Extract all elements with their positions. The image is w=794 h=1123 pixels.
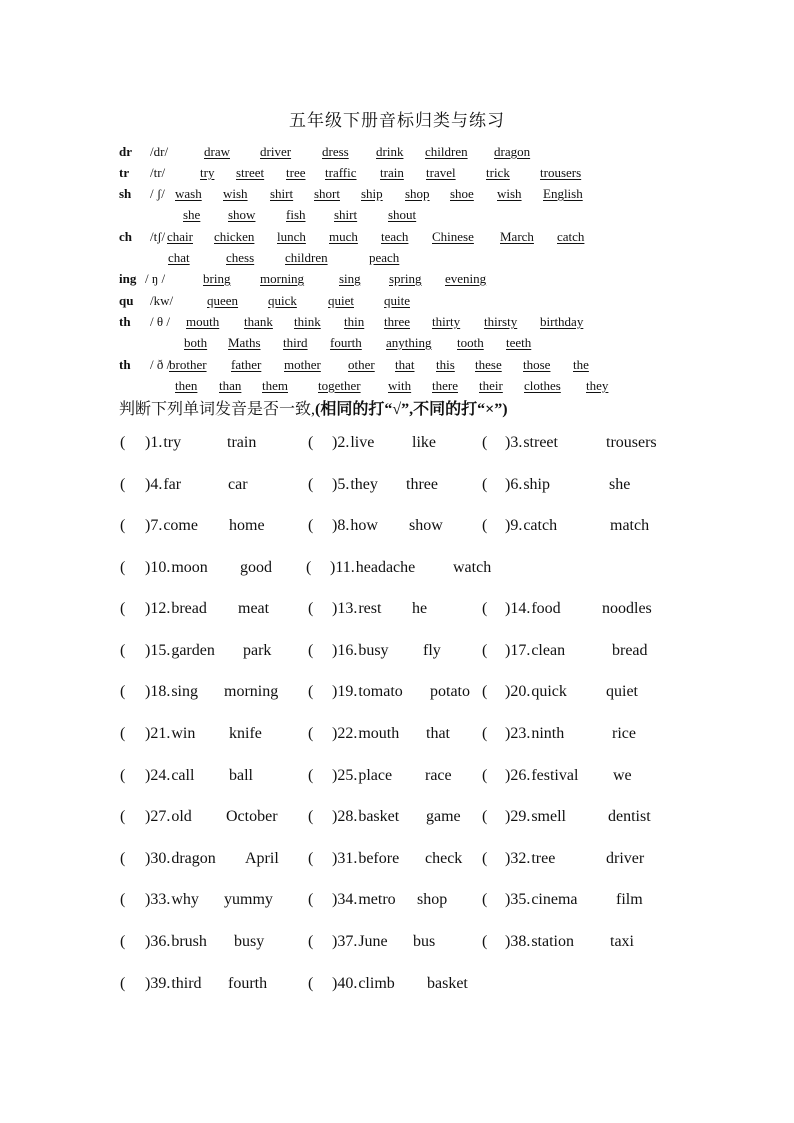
- question-word-b: race: [425, 767, 452, 784]
- phonics-word: draw: [204, 144, 230, 159]
- question-word-a: live: [350, 434, 375, 451]
- phonics-word: trousers: [540, 165, 582, 180]
- phonics-tag: th: [119, 357, 131, 372]
- question-number: )4.: [145, 476, 163, 493]
- question-word-b: October: [226, 808, 278, 825]
- question-number: )35.: [505, 891, 531, 908]
- phonics-word: morning: [260, 271, 305, 286]
- phonics-word: ship: [361, 186, 383, 201]
- phonics-word: mouth: [186, 314, 220, 329]
- answer-blank-open: (: [120, 725, 126, 742]
- question-word-a: catch: [523, 517, 558, 534]
- phonics-word: this: [436, 357, 455, 372]
- phonics-symbol: /kw/: [150, 293, 174, 308]
- phonics-word: anything: [386, 335, 432, 350]
- question-number: )8.: [332, 517, 350, 534]
- phonics-word: she: [183, 207, 201, 222]
- question-number: )32.: [505, 850, 531, 867]
- phonics-tag: ch: [119, 229, 132, 244]
- phonics-word: much: [329, 229, 358, 244]
- question-word-a: come: [163, 517, 198, 534]
- question-number: )15.: [145, 642, 171, 659]
- answer-blank-open: (: [308, 933, 314, 950]
- question-word-b: that: [426, 725, 450, 742]
- question-word-b: show: [409, 517, 443, 534]
- phonics-word: there: [432, 378, 458, 393]
- answer-blank-open: (: [308, 517, 314, 534]
- answer-blank-open: (: [308, 850, 314, 867]
- question-word-a: cinema: [531, 891, 578, 908]
- phonics-word: mother: [284, 357, 321, 372]
- question-number: )36.: [145, 933, 171, 950]
- phonics-word: that: [395, 357, 415, 372]
- phonics-word: English: [543, 186, 583, 201]
- question-word-b: noodles: [602, 600, 652, 617]
- phonics-word: both: [184, 335, 208, 350]
- answer-blank-open: (: [482, 891, 488, 908]
- instruction-main: 判断下列单词发音是否一致,: [119, 401, 316, 418]
- question-word-a: festival: [531, 767, 579, 784]
- question-word-a: brush: [171, 933, 207, 950]
- question-word-a: mouth: [358, 725, 400, 742]
- question-word-a: tree: [531, 850, 556, 867]
- question-word-b: meat: [238, 600, 270, 617]
- question-number: )22.: [332, 725, 358, 742]
- question-number: )13.: [332, 600, 358, 617]
- phonics-word: peach: [369, 250, 400, 265]
- question-word-b: we: [613, 767, 632, 784]
- instruction-bold: (相同的打“√”,不同的打“×”): [315, 401, 508, 418]
- answer-blank-open: (: [308, 476, 314, 493]
- question-word-a: win: [171, 725, 196, 742]
- question-number: )37.: [332, 933, 358, 950]
- answer-blank-open: (: [120, 434, 126, 451]
- phonics-word: fish: [286, 207, 306, 222]
- phonics-word: father: [231, 357, 262, 372]
- question-word-b: match: [610, 517, 650, 534]
- question-word-b: three: [406, 476, 438, 493]
- answer-blank-open: (: [482, 850, 488, 867]
- phonics-symbol: / θ /: [150, 314, 170, 329]
- phonics-symbol: /tʃ/: [150, 229, 166, 244]
- phonics-word: Maths: [228, 335, 261, 350]
- question-number: )17.: [505, 642, 531, 659]
- phonics-word: think: [294, 314, 321, 329]
- answer-blank-open: (: [120, 683, 126, 700]
- question-word-a: call: [171, 767, 195, 784]
- question-number: )29.: [505, 808, 531, 825]
- question-word-b: train: [227, 434, 257, 451]
- phonics-word: queen: [207, 293, 239, 308]
- answer-blank-open: (: [482, 434, 488, 451]
- question-number: )12.: [145, 600, 171, 617]
- answer-blank-open: (: [120, 559, 126, 576]
- answer-blank-open: (: [482, 517, 488, 534]
- phonics-word: chair: [167, 229, 193, 244]
- question-word-a: quick: [531, 683, 567, 700]
- phonics-word: they: [586, 378, 609, 393]
- question-word-b: bus: [413, 933, 436, 950]
- question-word-b: good: [240, 559, 272, 576]
- phonics-word: catch: [557, 229, 585, 244]
- phonics-word: traffic: [325, 165, 357, 180]
- question-word-a: tomato: [358, 683, 403, 700]
- answer-blank-open: (: [120, 850, 126, 867]
- question-number: )28.: [332, 808, 358, 825]
- question-word-b: basket: [427, 975, 468, 992]
- phonics-word: March: [500, 229, 534, 244]
- answer-blank-open: (: [482, 683, 488, 700]
- phonics-tag: dr: [119, 144, 132, 159]
- phonics-word: chess: [226, 250, 255, 265]
- question-word-b: bread: [612, 642, 648, 659]
- phonics-word: driver: [260, 144, 292, 159]
- question-word-a: they: [350, 476, 378, 493]
- answer-blank-open: (: [120, 933, 126, 950]
- question-word-a: busy: [358, 642, 389, 659]
- phonics-word: than: [219, 378, 242, 393]
- phonics-symbol: / ŋ /: [145, 271, 166, 286]
- phonics-word: spring: [389, 271, 422, 286]
- question-word-a: old: [171, 808, 192, 825]
- answer-blank-open: (: [308, 808, 314, 825]
- question-number: )5.: [332, 476, 350, 493]
- question-word-a: sing: [171, 683, 198, 700]
- phonics-word: birthday: [540, 314, 584, 329]
- phonics-word: quite: [384, 293, 410, 308]
- phonics-word: fourth: [330, 335, 362, 350]
- question-word-a: dragon: [171, 850, 216, 867]
- question-number: )16.: [332, 642, 358, 659]
- phonics-symbol: / ʃ/: [150, 186, 165, 201]
- question-number: )11.: [330, 559, 355, 576]
- question-number: )26.: [505, 767, 531, 784]
- phonics-word: shoe: [450, 186, 474, 201]
- question-word-a: June: [358, 933, 388, 950]
- phonics-word: tooth: [457, 335, 484, 350]
- answer-blank-open: (: [120, 476, 126, 493]
- question-word-a: climb: [358, 975, 395, 992]
- question-number: )19.: [332, 683, 358, 700]
- phonics-word: teach: [381, 229, 409, 244]
- question-number: )24.: [145, 767, 171, 784]
- instruction: [119, 396, 508, 419]
- question-number: )3.: [505, 434, 523, 451]
- question-word-a: before: [358, 850, 400, 867]
- answer-blank-open: (: [482, 767, 488, 784]
- question-number: )33.: [145, 891, 171, 908]
- phonics-word: evening: [445, 271, 487, 286]
- phonics-word: other: [348, 357, 375, 372]
- question-number: )34.: [332, 891, 358, 908]
- answer-blank-open: (: [306, 559, 312, 576]
- phonics-word: trick: [486, 165, 510, 180]
- answer-blank-open: (: [482, 808, 488, 825]
- question-number: )30.: [145, 850, 171, 867]
- question-word-a: basket: [358, 808, 400, 825]
- question-number: )18.: [145, 683, 171, 700]
- question-word-a: why: [171, 891, 199, 908]
- phonics-word: train: [380, 165, 404, 180]
- phonics-word: quick: [268, 293, 297, 308]
- question-word-b: ball: [229, 767, 253, 784]
- phonics-word: chat: [168, 250, 190, 265]
- phonics-symbol: /dr/: [150, 144, 169, 159]
- phonics-word: try: [200, 165, 215, 180]
- phonics-word: lunch: [277, 229, 306, 244]
- question-word-a: far: [163, 476, 182, 493]
- answer-blank-open: (: [308, 767, 314, 784]
- answer-blank-open: (: [482, 476, 488, 493]
- question-word-b: taxi: [610, 933, 634, 950]
- question-word-b: knife: [229, 725, 262, 742]
- question-number: )14.: [505, 600, 531, 617]
- answer-blank-open: (: [308, 434, 314, 451]
- question-word-a: how: [350, 517, 378, 534]
- question-number: )27.: [145, 808, 171, 825]
- question-number: )10.: [145, 559, 171, 576]
- phonics-word: show: [228, 207, 256, 222]
- question-word-a: clean: [531, 642, 566, 659]
- question-word-a: garden: [171, 642, 215, 659]
- phonics-word: brother: [169, 357, 207, 372]
- answer-blank-open: (: [482, 600, 488, 617]
- answer-blank-open: (: [120, 808, 126, 825]
- question-number: )25.: [332, 767, 358, 784]
- phonics-word: clothes: [524, 378, 561, 393]
- question-word-b: potato: [430, 683, 470, 700]
- answer-blank-open: (: [482, 933, 488, 950]
- question-number: )40.: [332, 975, 358, 992]
- question-word-b: driver: [606, 850, 645, 867]
- answer-blank-open: (: [120, 642, 126, 659]
- answer-blank-open: (: [120, 600, 126, 617]
- phonics-word: wash: [175, 186, 202, 201]
- phonics-word: chicken: [214, 229, 255, 244]
- answer-blank-open: (: [120, 891, 126, 908]
- question-word-a: rest: [358, 600, 382, 617]
- phonics-word: the: [573, 357, 589, 372]
- phonics-word: with: [388, 378, 412, 393]
- question-word-a: street: [523, 434, 558, 451]
- question-word-b: quiet: [606, 683, 638, 700]
- question-word-b: dentist: [608, 808, 651, 825]
- answer-blank-open: (: [120, 975, 126, 992]
- phonics-word: quiet: [328, 293, 354, 308]
- question-word-a: headache: [355, 559, 416, 576]
- phonics-word: third: [283, 335, 308, 350]
- phonics-word: them: [262, 378, 288, 393]
- question-number: )21.: [145, 725, 171, 742]
- question-word-b: shop: [417, 891, 448, 908]
- question-word-a: bread: [171, 600, 207, 617]
- question-word-b: busy: [234, 933, 265, 950]
- phonics-word: these: [475, 357, 502, 372]
- question-word-b: check: [425, 850, 463, 867]
- phonics-symbol: / ð /: [150, 357, 171, 372]
- question-number: )7.: [145, 517, 163, 534]
- answer-blank-open: (: [308, 891, 314, 908]
- phonics-word: shout: [388, 207, 417, 222]
- phonics-tag: ing: [119, 271, 137, 286]
- question-number: )6.: [505, 476, 523, 493]
- phonics-word: thin: [344, 314, 365, 329]
- page-title: 五年级下册音标归类与练习: [289, 111, 505, 130]
- phonics-word: teeth: [506, 335, 532, 350]
- answer-blank-open: (: [482, 642, 488, 659]
- phonics-word: children: [285, 250, 328, 265]
- question-word-a: food: [531, 600, 561, 617]
- question-word-b: rice: [612, 725, 636, 742]
- question-word-a: smell: [531, 808, 566, 825]
- phonics-word: drink: [376, 144, 404, 159]
- phonics-word: shirt: [270, 186, 294, 201]
- answer-blank-open: (: [308, 975, 314, 992]
- phonics-word: sing: [339, 271, 361, 286]
- question-word-a: ninth: [531, 725, 565, 742]
- phonics-tag: qu: [119, 293, 134, 308]
- phonics-tag: tr: [119, 165, 130, 180]
- answer-blank-open: (: [120, 767, 126, 784]
- phonics-word: together: [318, 378, 361, 393]
- phonics-word: bring: [203, 271, 231, 286]
- question-word-a: station: [531, 933, 574, 950]
- question-word-b: she: [609, 476, 631, 493]
- question-number: )1.: [145, 434, 163, 451]
- phonics-tag: sh: [119, 186, 132, 201]
- phonics-word: short: [314, 186, 340, 201]
- question-word-a: try: [163, 434, 182, 451]
- phonics-word: three: [384, 314, 410, 329]
- question-number: )39.: [145, 975, 171, 992]
- question-word-b: park: [243, 642, 272, 659]
- phonics-word: children: [425, 144, 468, 159]
- phonics-word: tree: [286, 165, 306, 180]
- question-word-b: he: [412, 600, 428, 617]
- phonics-word: thirsty: [484, 314, 518, 329]
- phonics-word: their: [479, 378, 503, 393]
- phonics-word: thank: [244, 314, 273, 329]
- question-number: )31.: [332, 850, 358, 867]
- answer-blank-open: (: [308, 725, 314, 742]
- question-word-b: fourth: [228, 975, 268, 992]
- phonics-word: wish: [223, 186, 248, 201]
- phonics-symbol: /tr/: [150, 165, 166, 180]
- answer-blank-open: (: [308, 600, 314, 617]
- question-word-b: car: [228, 476, 248, 493]
- phonics-word: Chinese: [432, 229, 474, 244]
- phonics-word: street: [236, 165, 265, 180]
- phonics-word: wish: [497, 186, 522, 201]
- phonics-word: travel: [426, 165, 456, 180]
- question-word-a: ship: [523, 476, 550, 493]
- question-word-a: moon: [171, 559, 208, 576]
- answer-blank-open: (: [120, 517, 126, 534]
- question-word-b: game: [426, 808, 461, 825]
- question-word-b: film: [616, 891, 643, 908]
- phonics-tag: th: [119, 314, 131, 329]
- question-word-b: home: [229, 517, 265, 534]
- question-word-b: fly: [423, 642, 441, 659]
- phonics-word: those: [523, 357, 551, 372]
- question-word-a: third: [171, 975, 202, 992]
- question-number: )20.: [505, 683, 531, 700]
- phonics-word: dragon: [494, 144, 531, 159]
- question-number: )9.: [505, 517, 523, 534]
- phonics-word: then: [175, 378, 198, 393]
- answer-blank-open: (: [482, 725, 488, 742]
- question-word-b: trousers: [606, 434, 657, 451]
- question-word-b: yummy: [224, 891, 273, 908]
- phonics-word: shop: [405, 186, 430, 201]
- question-number: )2.: [332, 434, 350, 451]
- question-number: )23.: [505, 725, 531, 742]
- phonics-word: thirty: [432, 314, 461, 329]
- question-word-a: metro: [358, 891, 396, 908]
- question-word-b: April: [245, 850, 279, 867]
- question-word-b: like: [412, 434, 436, 451]
- phonics-word: shirt: [334, 207, 358, 222]
- question-number: )38.: [505, 933, 531, 950]
- question-word-b: watch: [453, 559, 492, 576]
- phonics-word: dress: [322, 144, 349, 159]
- question-word-a: place: [358, 767, 393, 784]
- question-word-b: morning: [224, 683, 279, 700]
- answer-blank-open: (: [308, 642, 314, 659]
- answer-blank-open: (: [308, 683, 314, 700]
